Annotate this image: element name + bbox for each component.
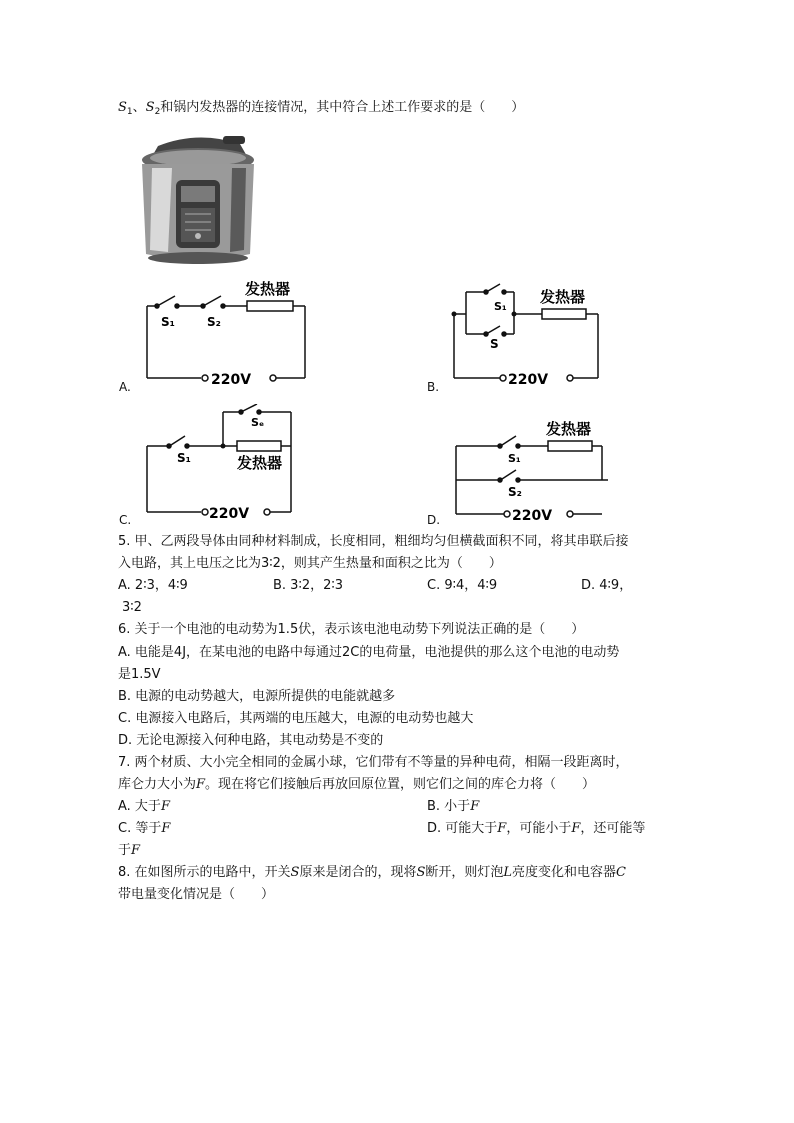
q5-option-b: B. 3∶2，2∶3 xyxy=(273,578,344,593)
q7-option-d: D. 可能大于F，可能小于F，还可能等 xyxy=(427,821,646,836)
heater-label-c: 发热器 xyxy=(237,454,283,472)
q8-stem-line1: 8. 在如图所示的电路中，开关S原来是闭合的，现将S断开，则灯泡L亮度变化和电容器C xyxy=(118,865,626,880)
circuit-diagram-d xyxy=(452,416,612,524)
q7-option-d-cont: 于F xyxy=(118,843,141,858)
heater-label-b: 发热器 xyxy=(540,288,586,306)
switch-s-label-c: Sₑ xyxy=(251,416,265,429)
q5-option-d-cont: 3∶2 xyxy=(122,600,142,615)
q4-stem: $S_1$、$S_2$和锅内发热器的连接情况，其中符合上述工作要求的是（ ） xyxy=(118,100,525,117)
q6-option-d: D. 无论电源接入何种电路，其电动势是不变的 xyxy=(118,733,384,748)
voltage-label-c: 220V xyxy=(209,506,250,522)
switch-s2-label-a: S₂ xyxy=(207,315,221,329)
switch-s2-label-d: S₂ xyxy=(508,485,522,499)
circuit-diagram-a xyxy=(145,276,315,388)
circuit-diagram-c xyxy=(145,404,305,522)
q7-option-b: B. 小于F xyxy=(427,799,480,814)
q7-stem-line1: 7. 两个材质、大小完全相同的金属小球，它们带有不等量的异种电荷，相隔一段距离时， xyxy=(118,755,629,770)
q7-option-c: C. 等于F xyxy=(118,821,171,836)
q7-stem-line2: 库仑力大小为F。现在将它们接触后再放回原位置，则它们之间的库仑力将（ ） xyxy=(118,777,596,792)
q5-option-d: D. 4∶9， xyxy=(581,578,633,593)
option-label-c: C. xyxy=(119,513,132,527)
option-label-d: D. xyxy=(427,513,441,527)
switch-s1-label-a: S₁ xyxy=(161,315,175,329)
voltage-label-b: 220V xyxy=(508,372,549,388)
q6-option-b: B. 电源的电动势越大，电源所提供的电能就越多 xyxy=(118,689,396,704)
q6-option-a-line1: A. 电能是4J，在某电池的电路中每通过2C的电荷量，电池提供的那么这个电池的电动势 xyxy=(118,645,620,660)
circuit-diagram-b xyxy=(450,282,610,388)
heater-label-a: 发热器 xyxy=(245,280,291,298)
q5-option-c: C. 9∶4，4∶9 xyxy=(427,578,498,593)
q7-option-a: A. 大于F xyxy=(118,799,170,814)
q6-option-c: C. 电源接入电路后，其两端的电压越大，电源的电动势也越大 xyxy=(118,711,474,726)
q5-stem-line2: 入电路，其上电压之比为3∶2，则其产生热量和面积之比为（ ） xyxy=(118,556,502,571)
q8-stem-line2: 带电量变化情况是（ ） xyxy=(118,887,275,902)
pressure-cooker-image xyxy=(128,128,268,268)
q6-stem: 6. 关于一个电池的电动势为1.5伏，表示该电池电动势下列说法正确的是（ ） xyxy=(118,622,585,637)
option-label-a: A. xyxy=(119,380,131,394)
switch-s1-label-c: S₁ xyxy=(177,451,191,465)
option-label-b: B. xyxy=(427,380,440,394)
q6-option-a-line2: 是1.5V xyxy=(118,667,161,682)
switch-s-label-b: S xyxy=(490,337,499,351)
switch-s1-label-b: S₁ xyxy=(494,300,507,313)
voltage-label-a: 220V xyxy=(211,372,252,388)
q5-option-a: A. 2∶3，4∶9 xyxy=(118,578,188,593)
voltage-label-d: 220V xyxy=(512,508,553,524)
q5-stem-line1: 5. 甲、乙两段导体由同种材料制成，长度相同，粗细均匀但横截面积不同，将其串联后接 xyxy=(118,534,629,549)
heater-label-d: 发热器 xyxy=(546,420,592,438)
switch-s1-label-d: S₁ xyxy=(508,452,521,465)
